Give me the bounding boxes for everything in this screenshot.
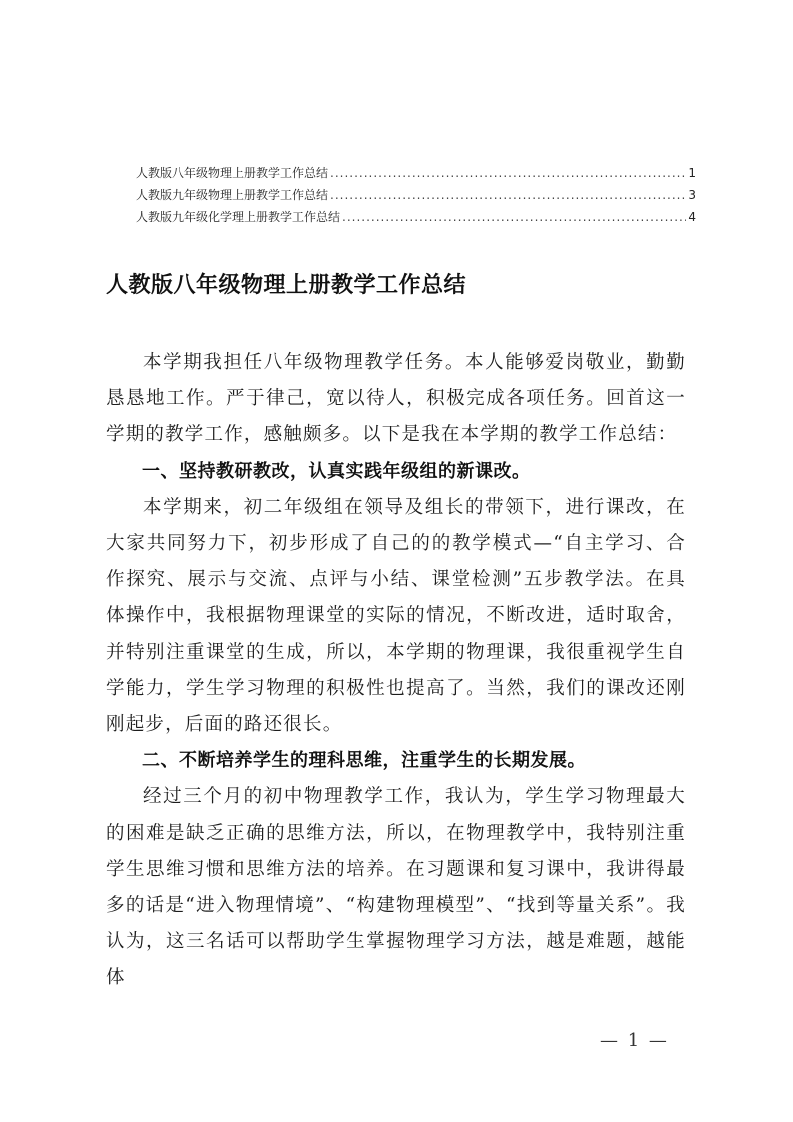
table-of-contents <box>136 162 696 228</box>
toc-leader-dots <box>342 206 686 228</box>
page-number: — 1 — <box>600 1030 669 1051</box>
document-title: 人教版八年级物理上册教学工作总结 <box>106 273 467 298</box>
toc-entry-page: 4 <box>688 210 696 224</box>
paragraph-curriculum-reform: 本学期来，初二年级组在领导及组长的带领下，进行课改，在大家共同努力下，初步形成了自己的的教学模式—“自主学习、合作探究、展示与交流、点评与小结、课堂检测”五步教学法。在具体操作中，我根据物理课堂的实际的情况，不断改进，适时取舍，并特别注重课堂的生成，所以，本学期的物理课，我很重视学生自学能力，学生学习物理的积极性也提高了。当然，我们的课改还刚刚起步，后面的路还很长。 <box>106 496 686 736</box>
section-heading-2: 二、不断培养学生的理科思维，注重学生的长期发展。 <box>142 750 586 772</box>
toc-entry-title[interactable]: 人教版八年级物理上册教学工作总结 <box>136 166 329 180</box>
document-body <box>106 345 686 997</box>
paragraph-intro: 本学期我担任八年级物理教学任务。本人能够爱岗敬业，勤勤恳恳地工作。严于律己，宽以待人，积极完成各项任务。回首这一学期的教学工作，感触颇多。以下是我在本学期的教学工作总结： <box>106 352 686 446</box>
toc-entry[interactable] <box>136 184 696 206</box>
toc-entry-title[interactable]: 人教版九年级物理上册教学工作总结 <box>136 188 329 202</box>
toc-entry-page: 3 <box>688 188 696 202</box>
toc-entry-page: 1 <box>688 166 696 180</box>
toc-entry-title[interactable]: 人教版九年级化学理上册教学工作总结 <box>136 210 341 224</box>
section-heading-1: 一、坚持教研教改，认真实践年级组的新课改。 <box>142 460 531 482</box>
toc-entry[interactable] <box>136 162 696 184</box>
toc-leader-dots <box>330 162 686 184</box>
paragraph-thinking-skills: 经过三个月的初中物理教学工作，我认为，学生学习物理最大的困难是缺乏正确的思维方法，所以，在物理教学中，我特别注重学生思维习惯和思维方法的培养。在习题课和复习课中，我讲得最多的话是“进入物理情境”、“构建物理模型”、“找到等量关系”。我认为，这三名话可以帮助学生掌握物理学习方法，越是难题，越能体 <box>106 786 686 989</box>
toc-leader-dots <box>330 184 686 206</box>
toc-entry[interactable] <box>136 206 696 228</box>
